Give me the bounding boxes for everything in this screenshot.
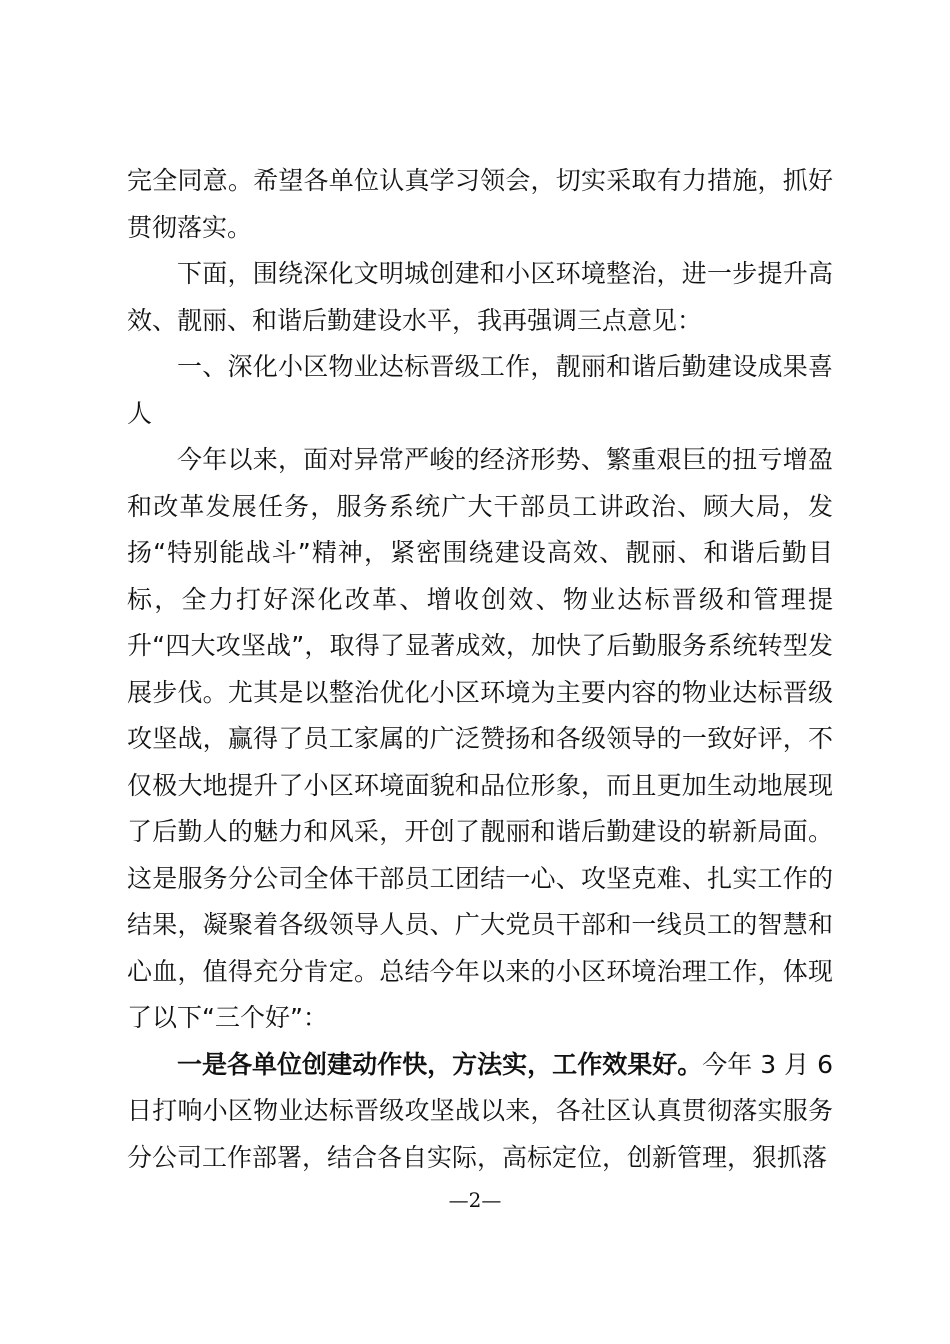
document-body [127, 158, 833, 1181]
paragraph-summary: 今年以来，面对异常严峻的经济形势、繁重艰巨的扭亏增盈和改革发展任务，服务系统广大干部员工讲政治、顾大局，发扬“特别能战斗”精神，紧密围绕建设高效、靓丽、和谐后勤目标，全力打好深化改革、增收创效、物业达标晋级和管理提升“四大攻坚战”，取得了显著成效，加快了后勤服务系统转型发展步伐。尤其是以整治优化小区环境为主要内容的物业达标晋级攻坚战，赢得了员工家属的广泛赞扬和各级领导的一致好评，不仅极大地提升了小区环境面貌和品位形象，而且更加生动地展现了后勤人的魅力和风采，开创了靓丽和谐后勤建设的崭新局面。这是服务分公司全体干部员工团结一心、攻坚克难、扎实工作的结果，凝聚着各级领导人员、广大党员干部和一线员工的智慧和心血，值得充分肯定。总结今年以来的小区环境治理工作，体现了以下“三个好”： [127, 445, 833, 1032]
section-heading-1: 一、深化小区物业达标晋级工作，靓丽和谐后勤建设成果喜人 [127, 352, 833, 428]
paragraph-continuation: 完全同意。希望各单位认真学习领会，切实采取有力措施，抓好贯彻落实。 [127, 166, 833, 242]
page-number: —2— [448, 1188, 502, 1212]
point-one-lead: 一是各单位创建动作快，方法实，工作效果好。 [177, 1049, 703, 1079]
paragraph-intro: 下面，围绕深化文明城创建和小区环境整治，进一步提升高效、靓丽、和谐后勤建设水平，我再强调三点意见： [127, 259, 833, 335]
paragraph-point-one [127, 1042, 833, 1182]
point-one-text: 今年 3 月 6 日打响小区物业达标晋级攻坚战以来，各社区认真贯彻落实服务分公司工作部署，结合各自实际，高标定位，创新管理，狠抓落 [127, 1049, 833, 1172]
